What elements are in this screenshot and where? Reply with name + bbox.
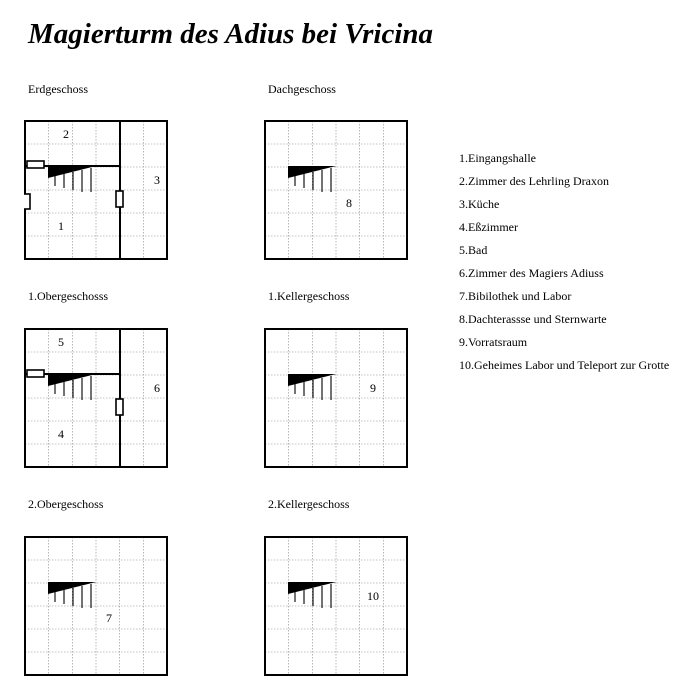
room-number: 6 (154, 381, 160, 395)
staircase-icon (48, 166, 96, 192)
staircase-icon (288, 374, 336, 400)
grid-lines (25, 121, 167, 259)
staircase-icon (288, 166, 336, 192)
door-icon (27, 161, 44, 168)
legend-item: 9.Vorratsraum (459, 335, 528, 349)
floor-label-1-obergeschoss: 1.Obergeschosss (28, 289, 109, 303)
floor-plan-2-kellergeschoss (264, 536, 409, 676)
staircase-icon (48, 374, 96, 400)
legend-item: 7.Bibilothek und Labor (459, 289, 572, 303)
legend-item: 4.Eßzimmer (459, 220, 518, 234)
legend-item: 10.Geheimes Labor und Teleport zur Grotte (459, 358, 670, 372)
room-number: 8 (346, 196, 352, 210)
floor-label-2-kellergeschoss: 2.Kellergeschoss (268, 497, 350, 511)
room-number: 3 (154, 173, 160, 187)
legend-item: 2.Zimmer des Lehrling Draxon (459, 174, 609, 188)
door-icon (27, 370, 44, 377)
grid-lines (25, 537, 167, 675)
room-number: 7 (106, 611, 112, 625)
legend-item: 3.Küche (459, 197, 500, 211)
room-number: 9 (370, 381, 376, 395)
page-title: Magierturm des Adius bei Vricina (28, 18, 433, 50)
floor-plan-dachgeschoss (264, 120, 409, 260)
floor-label-1-kellergeschoss: 1.Kellergeschoss (268, 289, 350, 303)
room-number: 4 (58, 427, 64, 441)
legend-item: 5.Bad (459, 243, 488, 257)
floor-label-2-obergeschoss: 2.Obergeschoss (28, 497, 104, 511)
room-number: 5 (58, 335, 64, 349)
floor-plan-1-kellergeschoss (264, 328, 409, 468)
door-icon (24, 194, 30, 209)
room-number: 10 (367, 589, 379, 603)
floor-label-erdgeschoss: Erdgeschoss (28, 82, 88, 96)
legend-item: 6.Zimmer des Magiers Adiuss (459, 266, 604, 280)
staircase-icon (48, 582, 96, 608)
grid-lines (265, 537, 407, 675)
grid-lines (25, 329, 167, 467)
grid-lines (265, 121, 407, 259)
floor-plan-2-obergeschoss (24, 536, 169, 676)
room-number: 2 (63, 127, 69, 141)
door-icon (116, 191, 123, 207)
door-icon (116, 399, 123, 415)
room-number: 1 (58, 219, 64, 233)
grid-lines (265, 329, 407, 467)
staircase-icon (288, 582, 336, 608)
legend-item: 8.Dachterassse und Sternwarte (459, 312, 607, 326)
floor-plan-1-obergeschoss (24, 328, 169, 468)
legend-item: 1.Eingangshalle (459, 151, 536, 165)
floor-plan-erdgeschoss (24, 120, 169, 260)
floor-label-dachgeschoss: Dachgeschoss (268, 82, 336, 96)
room-legend (459, 150, 669, 380)
